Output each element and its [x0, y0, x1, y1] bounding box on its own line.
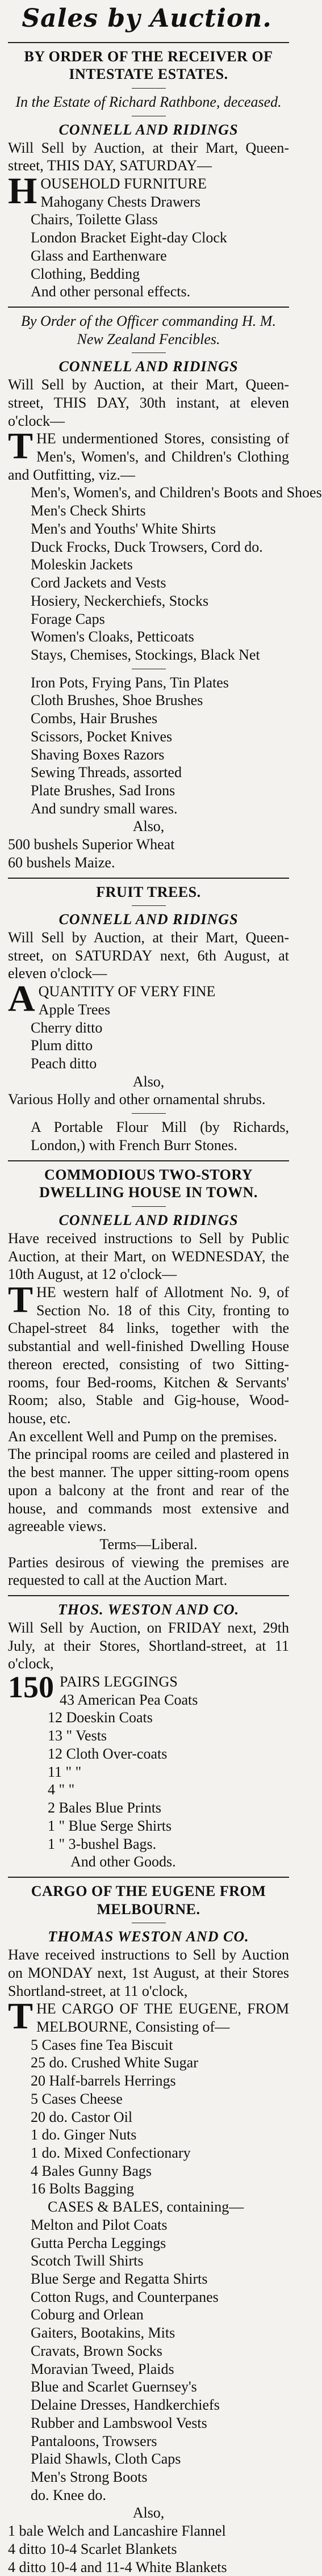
list-item: Rubber and Lambswool Vests: [31, 2414, 207, 2431]
list-item: Gutta Percha Leggings: [31, 2234, 166, 2251]
lead-text: HE undermentioned Stores, consisting of Men's, Women's, and Children's Clothing and Outfitting, viz.—: [8, 430, 289, 483]
extra-list: [8, 2522, 289, 2576]
list-item: Coburg and Orlean: [31, 2306, 144, 2323]
item-list: [8, 193, 289, 301]
list-item: 5 Cases fine Tea Biscuit: [31, 2036, 173, 2053]
sale-intestate-estates: [8, 48, 289, 301]
lead-text: QUANTITY OF VERY FINE: [38, 983, 216, 1000]
list-item: 11 " ": [48, 1763, 82, 1780]
list-item: Men's Strong Boots: [31, 2468, 148, 2485]
list-item: 1 do. Ginger Nuts: [31, 2126, 137, 2143]
also-label: Also,: [132, 818, 165, 835]
auctioneer-name: THOS. WESTON AND CO.: [57, 1601, 240, 1618]
divider: [8, 1877, 289, 1878]
list-item: Peach ditto: [31, 1055, 97, 1072]
list-item: Women's Cloaks, Petticoats: [31, 628, 194, 645]
list-item: 25 do. Crushed White Sugar: [31, 2054, 198, 2071]
list-item: Gaiters, Bootakins, Mits: [31, 2325, 175, 2342]
extra-list: [8, 836, 289, 871]
divider: [132, 88, 166, 89]
list-item: Cravats, Brown Socks: [31, 2342, 162, 2359]
list-item: 12 Doeskin Coats: [48, 1709, 153, 1726]
divider: [8, 1160, 289, 1161]
list-item: 4 ditto 10-4 and 11-4 White Blankets: [8, 2558, 227, 2575]
list-item: Men's Check Shirts: [31, 502, 146, 519]
divider: [132, 905, 166, 906]
item-list: [8, 1001, 289, 1073]
list-item: Pantaloons, Trowsers: [31, 2432, 157, 2449]
estate-note: In the Estate of Richard Rathbone, deceased.: [15, 94, 282, 111]
list-item: 43 American Pea Coats: [60, 1691, 198, 1708]
also-label: Also,: [132, 2504, 165, 2522]
list-item: Chairs, Toilette Glass: [31, 211, 158, 228]
list-item: 20 Half-barrels Herrings: [31, 2072, 176, 2090]
well-text: An excellent Well and Pump on the premises.: [8, 1428, 277, 1445]
list-item: 16 Bolts Bagging: [31, 2180, 135, 2197]
section-heading: FRUIT TREES.: [96, 883, 201, 900]
list-item: Scotch Twill Shirts: [31, 2252, 144, 2269]
list-item: 60 bushels Maize.: [8, 854, 115, 871]
item-list: [8, 484, 322, 664]
drop-cap: A: [8, 978, 35, 1020]
item-list: [8, 2036, 289, 2198]
list-item: Moravian Tweed, Plaids: [31, 2360, 174, 2377]
sale-fencibles-stores: [8, 312, 322, 872]
list-item: Cloth Brushes, Shoe Brushes: [31, 692, 203, 709]
list-item: Forage Caps: [31, 610, 105, 627]
list-item: Blue and Scarlet Guernsey's: [31, 2378, 197, 2395]
list-item: Moleskin Jackets: [31, 556, 133, 573]
masthead: Sales by Auction.: [22, 4, 272, 33]
auctioneer-name: CONNELL AND RIDINGS: [58, 358, 239, 375]
list-item: Mahogany Chests Drawers: [40, 193, 200, 210]
list-item: Plaid Shawls, Cloth Caps: [31, 2451, 181, 2468]
viewing-text: Parties desirous of viewing the premises are requested to call at the Auction Mart.: [8, 1554, 289, 1589]
list-item: 13 " Vests: [48, 1727, 107, 1744]
column: [0, 42, 322, 2576]
list-item: 5 Cases Cheese: [31, 2090, 123, 2107]
list-item: 4 Bales Gunny Bags: [31, 2162, 152, 2179]
auctioneer-name: CONNELL AND RIDINGS: [58, 911, 239, 928]
order-note: By Order of the Officer commanding H. M. New Zealand Fencibles.: [21, 313, 276, 347]
terms-text: Terms—Liberal.: [99, 1536, 198, 1553]
drop-cap: H: [8, 170, 37, 212]
list-item: Clothing, Bedding: [31, 265, 140, 282]
list-item: And other personal effects.: [31, 283, 191, 300]
divider: [8, 878, 289, 879]
also-text: Various Holly and other ornamental shrubs.: [8, 1091, 266, 1108]
list-item: Sewing Threads, assorted: [31, 764, 182, 781]
sale-intro: Will Sell by Auction, at their Mart, Queen-street, THIS DAY, 30th instant, at eleven o'clock—: [8, 376, 289, 429]
list-item: 4 ditto 10-4 Scarlet Blankets: [8, 2540, 177, 2557]
lead-text: OUSEHOLD FURNITURE: [40, 175, 207, 192]
list-item: Combs, Hair Brushes: [31, 710, 158, 727]
also-label: Also,: [132, 1073, 165, 1090]
list-item: Shaving Boxes Razors: [31, 746, 165, 763]
list-item: Men's and Youths' White Shirts: [31, 520, 216, 537]
list-item: And sundry small wares.: [31, 800, 178, 817]
list-item: Cotton Rugs, and Counterpanes: [31, 2288, 219, 2305]
sale-intro: Will Sell by Auction, on FRIDAY next, 29th July, at their Stores, Shortland-street, at 11 o'clock,: [8, 1619, 289, 1672]
sale-intro: Will Sell by Auction, at their Mart, Queen-street, THIS DAY, SATURDAY—: [8, 139, 289, 174]
list-item: 1 do. Mixed Confectionary: [31, 2145, 191, 2162]
list-item: 1 " Blue Serge Shirts: [48, 1817, 172, 1834]
list-item: do. Knee do.: [31, 2486, 106, 2503]
item-list: [8, 2216, 289, 2504]
list-item: Hosiery, Neckerchiefs, Stocks: [31, 592, 209, 609]
lead-text: PAIRS LEGGINGS: [60, 1673, 178, 1690]
sale-intro: Will Sell by Auction, at their Mart, Queen-street, on SATURDAY next, 6th August, at eleven o'clock—: [8, 929, 289, 982]
section-heading: CARGO OF THE EUGENE FROM MELBOURNE.: [31, 1882, 266, 1918]
drop-cap: T: [8, 425, 34, 467]
list-item: Scissors, Pocket Knives: [31, 728, 173, 745]
list-item: 4 " ": [48, 1781, 75, 1798]
list-item: Plate Brushes, Sad Irons: [31, 782, 175, 799]
section-heading: BY ORDER OF THE RECEIVER OF INTESTATE ESTATES.: [24, 48, 273, 83]
list-item: 2 Bales Blue Prints: [48, 1799, 162, 1816]
lead-text: HE western half of Allotment No. 9, of Section No. 18 of this City, fronting to Chapel-street 84 links, together with the substantial and well-finished Dwelling House thereon erected, consisting of two Sitting-rooms, four Bed-rooms, Kitchen & Servants' Room; also, Stable and Gig-house, Wood-house, etc.: [8, 1283, 289, 1427]
cases-lead: CASES & BALES, containing—: [48, 2199, 244, 2216]
list-item: 12 Cloth Over-coats: [48, 1745, 168, 1762]
divider: [132, 1113, 166, 1114]
drop-cap: T: [8, 1278, 34, 1320]
list-item: 20 do. Castor Oil: [31, 2108, 133, 2125]
rooms-text: The principal rooms are ceiled and plastered in the best manner. The upper sitting-room opens upon a balcony at the front and rear of the house, and commands most extensive and agreeable views.: [8, 1446, 289, 1535]
list-item: Stays, Chemises, Stockings, Black Net: [31, 646, 260, 663]
item-list: [8, 1691, 289, 1853]
list-item: 1 bale Welch and Lancashire Flannel: [8, 2523, 226, 2540]
lead-number: 150: [8, 1670, 54, 1705]
list-item: Men's, Women's, and Children's Boots and Shoes: [31, 484, 322, 501]
item-list: [8, 674, 289, 818]
list-item: Blue Serge and Regatta Shirts: [31, 2271, 208, 2288]
sale-intro: Have received instructions to Sell by Auction on MONDAY next, 1st August, at their Stores Shortland-street, at 11 o'clock,: [8, 1946, 289, 1999]
divider: [132, 1206, 166, 1207]
sale-dwelling-house: [8, 1166, 289, 1590]
list-item: Cord Jackets and Vests: [31, 574, 166, 591]
list-item: Melton and Pilot Coats: [31, 2216, 168, 2233]
list-item: Cherry ditto: [31, 1019, 103, 1036]
divider: [8, 42, 289, 43]
sale-fruit-trees: [8, 883, 289, 1155]
list-item: Duck Frocks, Duck Trowsers, Cord do.: [31, 538, 263, 555]
lead-text: HE CARGO OF THE EUGENE, FROM MELBOURNE, Consisting of—: [36, 2000, 289, 2035]
divider: [8, 1595, 289, 1596]
flour-mill-text: A Portable Flour Mill (by Richards, London,) with French Burr Stones.: [31, 1119, 289, 1153]
list-item: Plum ditto: [31, 1037, 93, 1054]
section-heading: COMMODIOUS TWO-STORY DWELLING HOUSE IN TOWN.: [39, 1166, 258, 1201]
list-item: 1 " 3-bushel Bags.: [48, 1835, 157, 1852]
list-item: London Bracket Eight-day Clock: [31, 229, 227, 246]
auctioneer-name: THOMAS WESTON AND CO.: [48, 1928, 249, 1945]
sale-leggings: [8, 1601, 289, 1871]
sale-eugene-cargo: [8, 1882, 289, 2576]
list-item: Glass and Earthenware: [31, 247, 167, 264]
sale-intro: Have received instructions to Sell by Public Auction, at their Mart, on WEDNESDAY, the 10th August, at 12 o'clock—: [8, 1230, 289, 1283]
list-item: Apple Trees: [38, 1001, 111, 1018]
list-item: 500 bushels Superior Wheat: [8, 836, 175, 853]
divider: [8, 307, 289, 308]
closing-text: And other Goods.: [70, 1853, 176, 1870]
auctioneer-name: CONNELL AND RIDINGS: [58, 1212, 239, 1229]
drop-cap: T: [8, 1995, 34, 2037]
list-item: Iron Pots, Frying Pans, Tin Plates: [31, 674, 229, 691]
list-item: Delaine Dresses, Handkerchiefs: [31, 2397, 220, 2414]
auctioneer-name: CONNELL AND RIDINGS: [58, 121, 239, 138]
